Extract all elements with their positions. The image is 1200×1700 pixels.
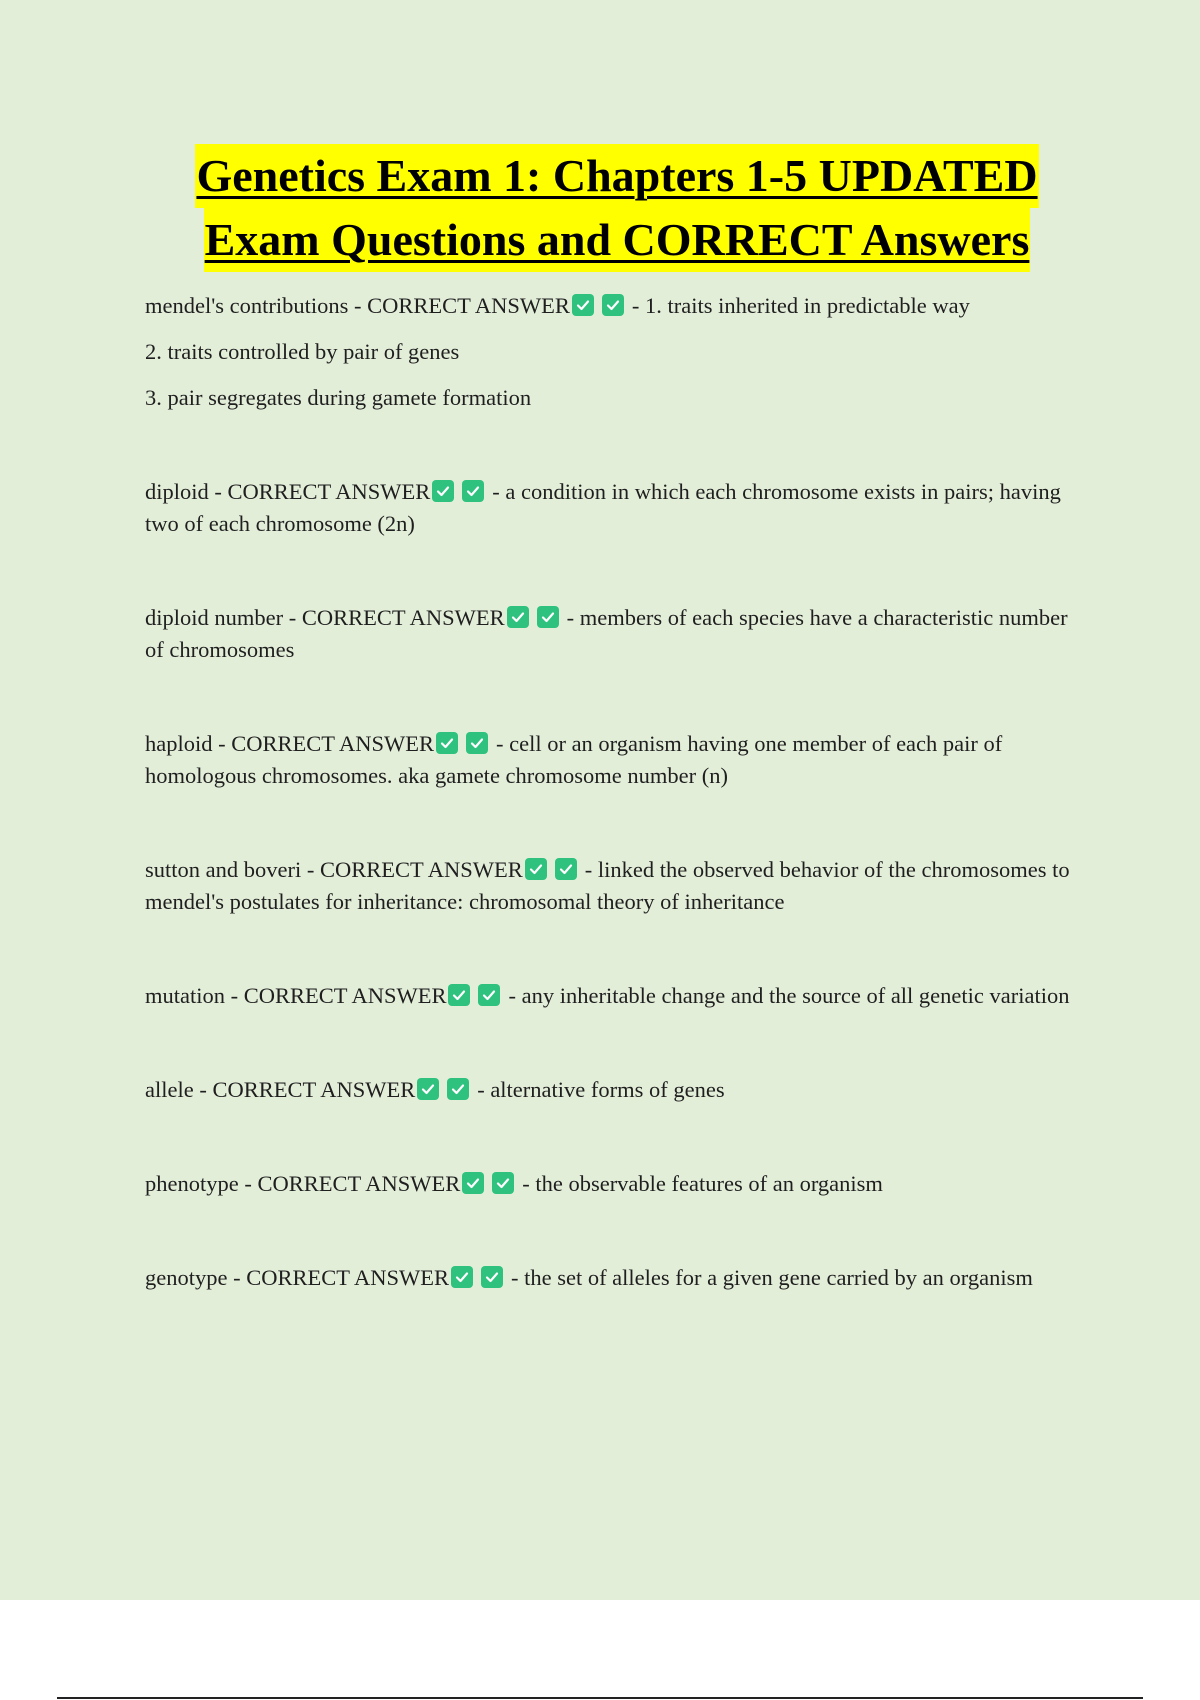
qa-line bbox=[145, 728, 1075, 792]
qa-term: diploid - CORRECT ANSWER bbox=[145, 479, 431, 504]
check-box-icon bbox=[478, 984, 500, 1006]
qa-entry bbox=[145, 980, 1075, 1012]
check-box-icon bbox=[537, 606, 559, 628]
qa-term: haploid - CORRECT ANSWER bbox=[145, 731, 434, 756]
qa-line bbox=[145, 1168, 1075, 1200]
qa-entry bbox=[145, 1168, 1075, 1200]
check-box-icon bbox=[462, 480, 484, 502]
check-box-icon bbox=[436, 732, 458, 754]
title-line-2: Exam Questions and CORRECT Answers bbox=[204, 208, 1031, 272]
qa-term: mutation - CORRECT ANSWER bbox=[145, 983, 447, 1008]
check-box-icon bbox=[451, 1266, 473, 1288]
check-box-icon bbox=[492, 1172, 514, 1194]
check-box-icon bbox=[417, 1078, 439, 1100]
check-box-icon bbox=[507, 606, 529, 628]
check-box-icon bbox=[466, 732, 488, 754]
qa-definition: - alternative forms of genes bbox=[477, 1077, 725, 1102]
footer-divider bbox=[57, 1697, 1143, 1699]
qa-entry bbox=[145, 290, 1075, 414]
qa-line bbox=[145, 854, 1075, 918]
qa-entry bbox=[145, 476, 1075, 540]
qa-term: diploid number - CORRECT ANSWER bbox=[145, 605, 505, 630]
document-title bbox=[172, 144, 1062, 272]
qa-entry bbox=[145, 854, 1075, 918]
qa-line bbox=[145, 290, 1075, 322]
qa-entry bbox=[145, 1074, 1075, 1106]
qa-line bbox=[145, 1262, 1075, 1294]
qa-entry bbox=[145, 1262, 1075, 1294]
qa-definition: - members of each species have a characteristic number of chromosomes bbox=[145, 605, 1068, 662]
qa-definition: - linked the observed behavior of the chromosomes to mendel's postulates for inheritance: chromosomal theory of inheritance bbox=[145, 857, 1070, 914]
qa-entry bbox=[145, 602, 1075, 666]
qa-line bbox=[145, 1074, 1075, 1106]
qa-definition: - cell or an organism having one member of each pair of homologous chromosomes. aka gamete chromosome number (n) bbox=[145, 731, 1003, 788]
check-box-icon bbox=[448, 984, 470, 1006]
qa-term: allele - CORRECT ANSWER bbox=[145, 1077, 416, 1102]
check-box-icon bbox=[525, 858, 547, 880]
check-box-icon bbox=[432, 480, 454, 502]
qa-definition: - the observable features of an organism bbox=[522, 1171, 883, 1196]
check-box-icon bbox=[572, 294, 594, 316]
qa-term: genotype - CORRECT ANSWER bbox=[145, 1265, 449, 1290]
qa-definition: - 1. traits inherited in predictable way bbox=[631, 293, 970, 318]
qa-definition: - a condition in which each chromosome exists in pairs; having two of each chromosome (2n) bbox=[145, 479, 1061, 536]
check-box-icon bbox=[447, 1078, 469, 1100]
qa-list bbox=[145, 290, 1075, 1294]
qa-term: sutton and boveri - CORRECT ANSWER bbox=[145, 857, 523, 882]
check-box-icon bbox=[555, 858, 577, 880]
qa-definition: - any inheritable change and the source of all genetic variation bbox=[508, 983, 1070, 1008]
qa-extra-line: 2. traits controlled by pair of genes bbox=[145, 339, 460, 364]
qa-definition: - the set of alleles for a given gene carried by an organism bbox=[510, 1265, 1033, 1290]
title-line-1: Genetics Exam 1: Chapters 1-5 UPDATED bbox=[195, 144, 1038, 208]
qa-line bbox=[145, 476, 1075, 540]
qa-extra-line: 3. pair segregates during gamete formation bbox=[145, 385, 532, 410]
qa-line bbox=[145, 602, 1075, 666]
qa-term: mendel's contributions - CORRECT ANSWER bbox=[145, 293, 570, 318]
qa-entry bbox=[145, 728, 1075, 792]
check-box-icon bbox=[481, 1266, 503, 1288]
check-box-icon bbox=[602, 294, 624, 316]
qa-term: phenotype - CORRECT ANSWER bbox=[145, 1171, 461, 1196]
check-box-icon bbox=[462, 1172, 484, 1194]
qa-line bbox=[145, 980, 1075, 1012]
